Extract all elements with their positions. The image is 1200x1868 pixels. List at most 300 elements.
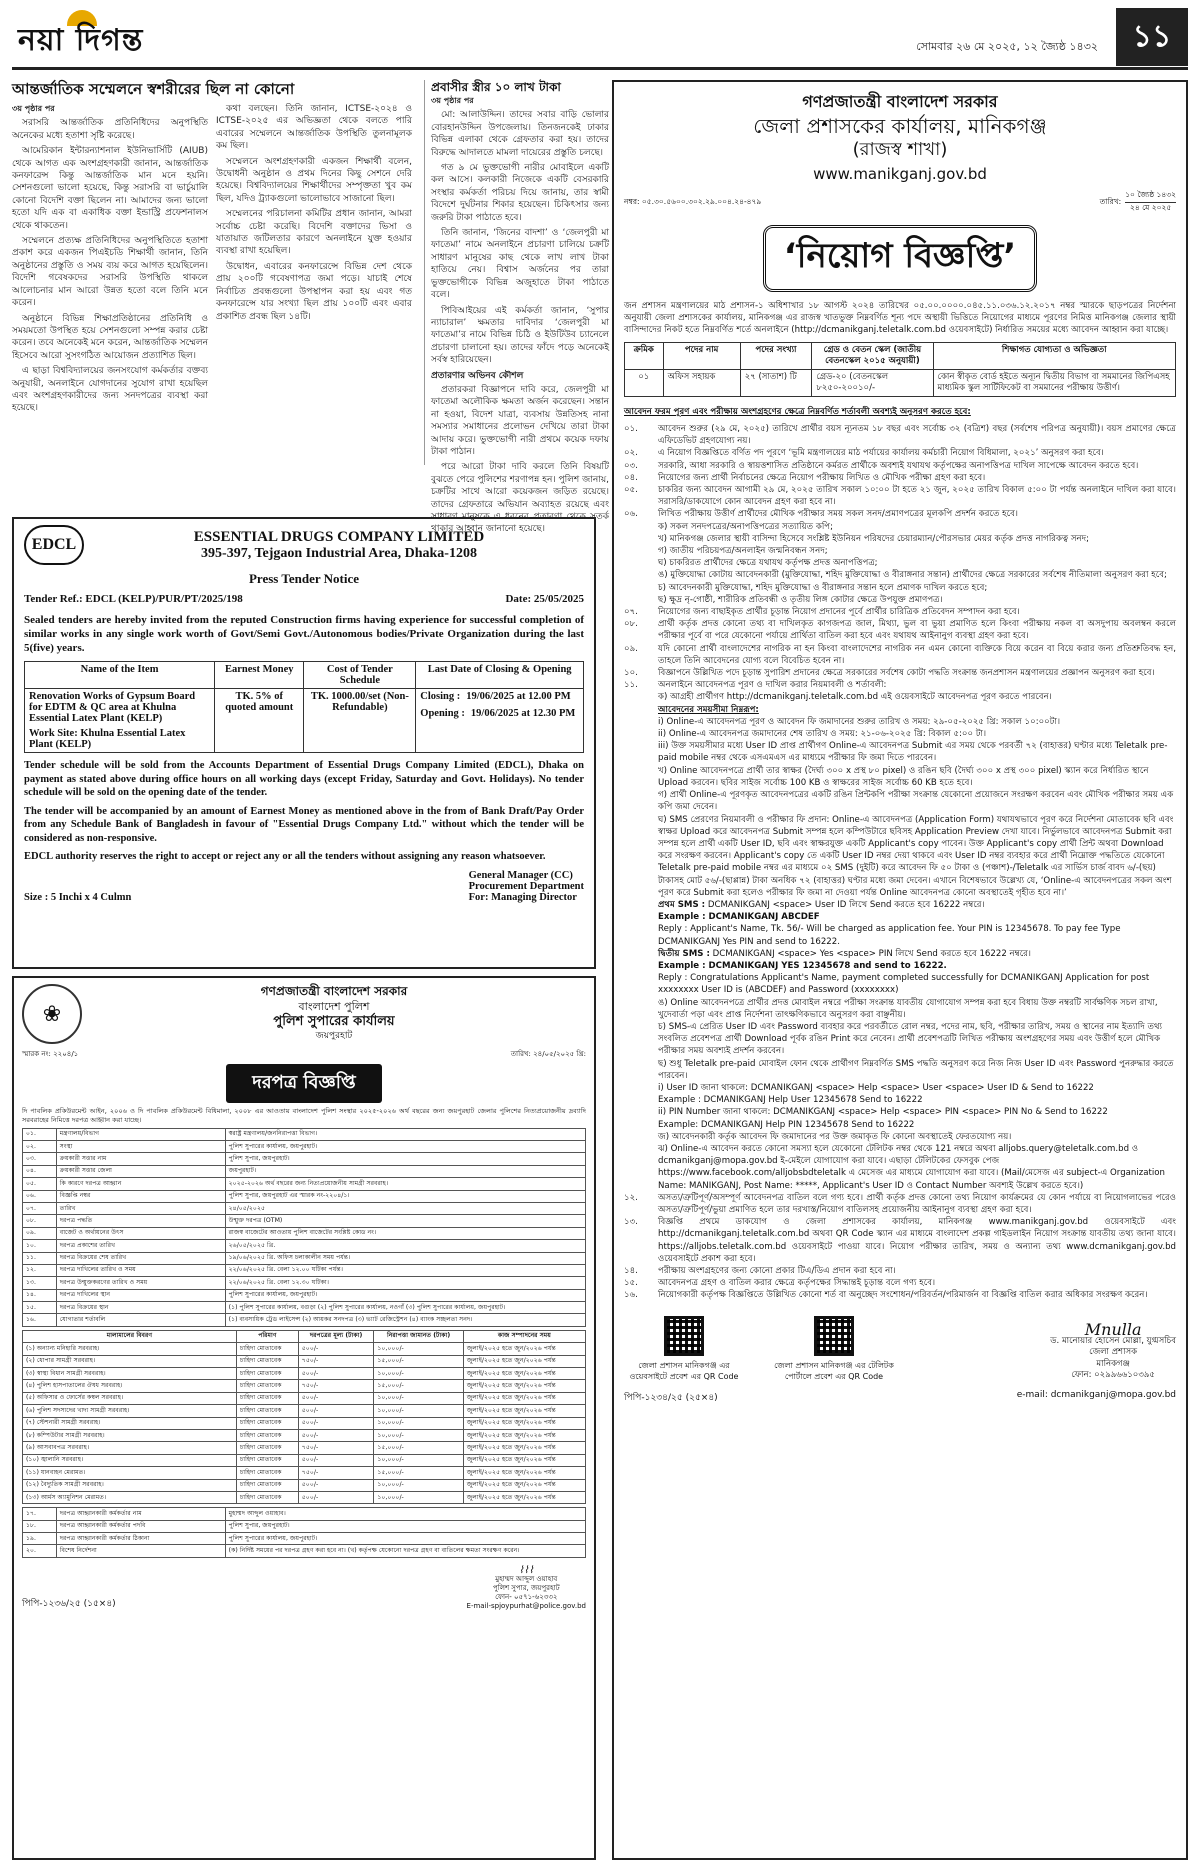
table-row bbox=[23, 1417, 586, 1429]
table-header: Name of the Item bbox=[25, 662, 215, 689]
item-number: ১২. bbox=[624, 1192, 638, 1203]
company-address: 395-397, Tejgaon Industrial Area, Dhaka-1208 bbox=[201, 545, 477, 561]
item-text: অনলাইনে আবেদনপত্র পূরণ ও দাখিল করার নিয়মাবলী ও শর্তাবলী: bbox=[658, 680, 887, 691]
intro-text: Sealed tenders are hereby invited from the reputed Construction firms having experience for successful completion of similar works in any single work worth of Govt/Semi Govt./Autonomous bodies/Private Organization during the last 5(five) years. bbox=[24, 614, 584, 654]
sub-item: জ) আবেদনকারী কর্তৃক আবেদন ফি জমাদানের পর উক্ত জমাকৃত ফি কোনো অবস্থাতেই ফেরতযোগ্য নয়। bbox=[658, 1131, 1012, 1142]
sub-item: গ) প্রার্থী Online-এ পূরণকৃত আবেদনপত্রের একটি রঙিন প্রিন্টকপি পরীক্ষা সংক্রান্ত যেকোনো প্রয়োজনে সংরক্ষণ করবেন এবং মৌখিক পরীক্ষার সময় এক কপি জমা দেবেন। bbox=[658, 790, 1174, 813]
sub-heading: প্রতারণার অভিনব কৌশল bbox=[431, 370, 524, 381]
row-number: ১১. bbox=[23, 1252, 57, 1264]
list-item bbox=[624, 472, 1176, 484]
table-cell: ৫০০/- bbox=[298, 1429, 374, 1441]
table-cell: ১৫,০০০/- bbox=[374, 1442, 463, 1454]
page-number: ১১ bbox=[1116, 8, 1188, 66]
sub-item: ঝ) Online-এ আবেদন করতে কোনো সমস্যা হলে যেকোনো টেলিটক নম্বর থেকে 121 নম্বরে অথবা alljobs.query@teletalk.com.bd ও dcmanikganj@mopa.gov.bd ই-মেইলে যোগাযোগ করা যাবে। এছাড়া টেলিটকের ফেসবুক পেজ https://www.facebook.com/alljobsbdteletalk এ মেসেজ এর মাধ্যমে যোগাযোগ করা যাবে। (Mail/মেসেজ এর subject-এ Organization Name: MANIKGANJ, Post Name: *****, Applicant's User ID ও Contact Number অবশ্যই উল্লেখ করতে হবে।) bbox=[658, 1143, 1165, 1191]
list-item bbox=[624, 1192, 1176, 1216]
date-label: তারিখ: bbox=[1099, 196, 1122, 206]
table-cell: চাহিদা মোতাবেক bbox=[236, 1491, 298, 1503]
table-header: পরিমাণ bbox=[236, 1330, 298, 1342]
article-column-1 bbox=[12, 103, 208, 418]
table-cell: জুলাই/২০২৫ হতে জুন/২০২৬ পর্যন্ত bbox=[463, 1417, 585, 1429]
row-value: ২৪/০৫/২০২৫ bbox=[225, 1202, 585, 1214]
row-label: দরপত্র বিক্রয়ের শেষ তারিখ bbox=[56, 1252, 225, 1264]
row-value: পুলিশ সুপার, জয়পুরহাট। bbox=[225, 1520, 585, 1532]
table-cell: ১৫,০০০/- bbox=[374, 1467, 463, 1479]
row-value: ১৯/০৬/২০২৫ খ্রি. অফিস চলাকালীন সময় পর্যন্ত। bbox=[225, 1252, 585, 1264]
sub-item: ঙ) মুক্তিযোদ্ধা কোটায় আবেদনকারী (মুক্তিযোদ্ধা, শহিদ মুক্তিযোদ্ধা ও বীরাঙ্গনার সন্তান) প্রার্থীদের ক্ষেত্রে সরকারের সর্বশেষ নীতিমালা অনুসরণ করা হবে; bbox=[658, 570, 1167, 581]
list-item bbox=[624, 460, 1176, 472]
row-number: ০৫. bbox=[23, 1178, 57, 1190]
row-label: যোগ্যতার শর্তাবলি bbox=[56, 1314, 225, 1326]
list-item bbox=[624, 484, 1176, 508]
table-header: দরপত্রের মূল্য (টাকা) bbox=[298, 1330, 374, 1342]
closing-date: 19/06/2025 at 12.00 PM bbox=[466, 691, 571, 702]
newspaper-logo[interactable]: নয়া দিগন্ত bbox=[18, 23, 144, 58]
list-item bbox=[624, 606, 1176, 618]
table-cell: জুলাই/২০২৫ হতে জুন/২০২৬ পর্যন্ত bbox=[463, 1429, 585, 1441]
item-text: যদি কোনো প্রার্থী বাংলাদেশের নাগরিক না হন কিংবা বাংলাদেশের নাগরিক নন এমন কোনো ব্যক্তিকে বিয়ে করেন বা বিয়ে করার জন্য প্রতিশ্রুতিবদ্ধ হন, তাহলে তিনি আবেদনের যোগ্য বলে বিবেচিত হবেন না। bbox=[658, 643, 1176, 666]
table-cell: (৮) কম্পিউটার সামগ্রী সরবরাহ। bbox=[23, 1429, 237, 1441]
gov-name: গণপ্রজাতন্ত্রী বাংলাদেশ সরকার bbox=[260, 984, 408, 998]
item-number: ০৪. bbox=[624, 472, 638, 483]
sms-example: Example : DCMANIKGANJ YES 12345678 and send to 16222. bbox=[658, 960, 947, 971]
table-cell: (১২) বৈদ্যুতিক সামগ্রী সরবরাহ। bbox=[23, 1479, 237, 1491]
table-cell: (১) অন্যান্য মনিহারি সরবরাহ। bbox=[23, 1343, 237, 1355]
table-cell: ১০,০০০/- bbox=[374, 1405, 463, 1417]
opening-label: Opening : bbox=[420, 708, 465, 719]
table-header: Last Date of Closing & Opening bbox=[416, 662, 584, 689]
item-text: নিয়োগের জন্য প্রার্থী নির্বাচনের ক্ষেত্রে নিয়োগ পরীক্ষায় লিখিত ও মৌখিক পরীক্ষা গ্রহণ করা হবে। bbox=[658, 472, 986, 483]
table-row bbox=[23, 1405, 586, 1417]
row-label: দরপত্র আহ্বানকারী কর্মকর্তার ঠিকানা bbox=[56, 1533, 225, 1545]
article-column-2 bbox=[216, 103, 412, 418]
row-value: উন্মুক্ত দরপত্র (OTM) bbox=[225, 1215, 585, 1227]
table-header: পদের সংখ্যা bbox=[740, 343, 812, 370]
row-value: ২২/০৬/২০২৫ খ্রি. বেলা ১২.৩০ ঘটিকা। bbox=[225, 1277, 585, 1289]
sub-item: চ) আবেদনকারী মুক্তিযোদ্ধা, শহিদ মুক্তিযোদ্ধা ও বীরাঙ্গনার সন্তান হলে প্রমাণক দাখিল করতে হবে; bbox=[658, 582, 988, 593]
qr-teletalk[interactable] bbox=[774, 1316, 894, 1382]
intro-text: জন প্রশাসন মন্ত্রণালয়ের মাঠ প্রশাসন-১ অধিশাখার ১৮ আগস্ট ২০২৪ তারিখের ০৫.০০.০০০০.০৪৫.১১.০৩৬.১২.২০১৭ নম্বর স্মারকে ছাড়পত্রের নির্দেশনা অনুযায়ী জেলা প্রশাসকের কার্যালয়, মানিকগঞ্জ এর রাজস্ব খাতভুক্ত নিম্নবর্ণিত শূন্য পদে অস্থায়ী ভিত্তিতে নিয়োগের মাধ্যমে পূরণের নিমিত্ত মানিকগঞ্জ জেলার স্থায়ী বাসিন্দাদের নিকট হতে নিম্নবর্ণিত শর্তে অনলাইনে (http://dcmanikganj.teletalk.com.bd ওয়েবসাইটে) নির্ধারিত সময়ের মধ্যে আবেদন আহ্বান করা যাচ্ছে। bbox=[624, 301, 1176, 335]
item-number: ০৯. bbox=[624, 643, 638, 654]
table-cell: ৭৫০/- bbox=[298, 1467, 374, 1479]
table-row bbox=[23, 1454, 586, 1466]
table-header-row bbox=[23, 1330, 586, 1342]
row-number: ০৭. bbox=[23, 1202, 57, 1214]
row-number: ১০. bbox=[23, 1240, 57, 1252]
table-cell: ১০,০০০/- bbox=[374, 1429, 463, 1441]
schedule-cost: TK. 1000.00/set (Non-Refundable) bbox=[304, 689, 416, 753]
item-text: নিয়োগকারী কর্তৃপক্ষ বিজ্ঞপ্তিতে উল্লিখিত কোনো শর্ত বা অনুচ্ছেদ সংশোধন/পরিবর্তন/পরিমার্জন বা বিজ্ঞপ্তি বাতিল করার অধিকার সংরক্ষণ করেন। bbox=[658, 1290, 1148, 1301]
list-item bbox=[624, 423, 1176, 447]
row-value: পুলিশ সুপার, জয়পুরহাট এর স্মারক নং-২২০৪/১। bbox=[225, 1190, 585, 1202]
sub-item: ঘ) SMS প্রেরণের নিয়মাবলী ও পরীক্ষার ফি প্রদান: Online-এ আবেদনপত্র (Application Form) যথাযথভাবে পূরণ করে নির্দেশনা মোতাবেক ছবি এবং স্বাক্ষর Upload করে আবেদনপত্র Submit সম্পন্ন হলে কম্পিউটারে ছবিসহ Application Preview দেখা যাবে। নির্ভুলভাবে আবেদনপত্র Submit করা সম্পন্ন হলে প্রার্থী একটি User ID, ছবি এবং স্বাক্ষরযুক্ত একটি Applicant's copy পাবেন। উক্ত Applicant's copy প্রার্থী প্রিন্ট অথবা Download করে সংরক্ষণ করবেন। Applicant's copy তে একটি User ID নম্বর দেয়া থাকবে এবং User ID নম্বর ব্যবহার করে প্রার্থী নিম্নোক্ত পদ্ধতিতে যেকোনো Teletalk pre-paid mobile নম্বর এর মাধ্যমে ০২ SMS (দুইটি) করে আবেদন ফি ৫০ টাকা ও (পঞ্চাশ)-/Teletalk এর সার্ভিস চার্জ বাবদ ৬/-(ছয়) টাকাসহ মোট ৫৬/-(ছাপ্পান্ন) টাকা অনধিক ৭২ (বাহাত্তর) ঘণ্টার মধ্যে জমা দেবেন। এখানে বিশেষভাবে উল্লেখ্য যে, ‘Online-এ আবেদনপত্রের সকল অংশ পূরণ করে Submit করা হলেও পরীক্ষার ফি জমা না দেওয়া পর্যন্ত Online আবেদনপত্র কোনো অবস্থাতেই গৃহীত হবে না।’ bbox=[658, 814, 1174, 898]
item-number: ০৭. bbox=[624, 607, 638, 618]
sub-item: গ) জাতীয় পরিচয়পত্র/অনলাইন জন্মনিবন্ধন সনদ; bbox=[658, 546, 828, 557]
table-cell: চাহিদা মোতাবেক bbox=[236, 1417, 298, 1429]
notice-title: দরপত্র বিজ্ঞপ্তি bbox=[226, 1064, 381, 1103]
sms-text: DCMANIKGANJ <space> Yes <space> PIN লিখে Send করতে হবে 16222 নম্বরে। bbox=[712, 948, 1031, 959]
table-cell: (১০) জ্বালানি সরবরাহ। bbox=[23, 1454, 237, 1466]
table-row bbox=[23, 1202, 586, 1214]
table-cell: জুলাই/২০২৫ হতে জুন/২০২৬ পর্যন্ত bbox=[463, 1442, 585, 1454]
item-number: ১৫. bbox=[624, 1278, 638, 1289]
closing-label: Closing : bbox=[420, 691, 461, 702]
sms-line bbox=[624, 948, 1176, 960]
table-row bbox=[23, 1277, 586, 1289]
item-text: আবেদনপত্র গ্রহণ ও বাতিল করার ক্ষেত্রে কর্তৃপক্ষের সিদ্ধান্তই চূড়ান্ত বলে গণ্য হবে। bbox=[658, 1278, 936, 1289]
table-row bbox=[23, 1491, 586, 1503]
row-value: মুহাম্মদ আব্দুল ওয়াহাব। bbox=[225, 1508, 585, 1520]
signature: ⌇⌇⌇ bbox=[518, 1564, 534, 1576]
dept-name: বাংলাদেশ পুলিশ bbox=[298, 1000, 370, 1013]
row-label: দরপত্র প্রকাশের তারিখ bbox=[56, 1240, 225, 1252]
work-site: Work Site: Khulna Essential Latex Plant (KELP) bbox=[29, 728, 186, 750]
row-number: ১৭. bbox=[23, 1508, 57, 1520]
paragraph: প্রতারকরা বিজ্ঞাপনে দাবি করে, জেলপুরী মা ফাতেমা অলৌকিক ক্ষমতা অর্জন করেছেন। সন্তান না হওয়া, বিদেশ যাত্রা, ব্যবসায় উন্নতিসহ নানা সমস্যার সমাধানের প্রলোভন দেখিয়ে তারা টাকা আদায় করে। ভুক্তভোগী নারী প্রথমে কয়েক দফায় টাকা পাঠান। bbox=[431, 384, 609, 457]
row-label: দরপত্র দাখিলের স্থান bbox=[56, 1289, 225, 1301]
memo-number: নম্বর: ০৫.৩০.৫৬০০.৩০২.২৯.০০৪.২৪-৪৭৯ bbox=[624, 196, 762, 206]
table-cell: (৫) অফিসার ও ফোর্সের কম্বল সরবরাহ। bbox=[23, 1392, 237, 1404]
gov-name: গণপ্রজাতন্ত্রী বাংলাদেশ সরকার bbox=[802, 92, 998, 111]
signatory-dept: Procurement Department bbox=[468, 880, 584, 892]
table-cell: চাহিদা মোতাবেক bbox=[236, 1405, 298, 1417]
table-cell: অফিস সহায়ক bbox=[663, 370, 740, 397]
notice-title: Press Tender Notice bbox=[248, 571, 359, 586]
table-cell: গ্রেড-২০ (বেতনস্কেল ৮২৫০-২০০১০/- bbox=[812, 370, 933, 397]
paragraph: তিনি জানান, ‘জিনের বাদশা’ ও ‘জেলপুরী মা ফাতেমা’ নামে অনলাইনে প্রচারণা চালিয়ে চক্রটি সাধারণ মানুষের কাছ থেকে লাখ লাখ টাকা হাতিয়ে নেয়। বিশ্বাস অর্জনের পর তারা ভুক্তভোগীকে বিভিন্ন অজুহাতে টাকা পাঠাতে বলে। bbox=[431, 228, 609, 301]
table-cell: ১০,০০০/- bbox=[374, 1417, 463, 1429]
row-number: ১৩. bbox=[23, 1277, 57, 1289]
table-cell: জুলাই/২০২৫ হতে জুন/২০২৬ পর্যন্ত bbox=[463, 1454, 585, 1466]
row-label: সংস্থা bbox=[56, 1140, 225, 1152]
signer-place: মানিকগঞ্জ bbox=[1096, 1358, 1130, 1369]
sms-example: Example : DCMANIKGANJ ABCDEF bbox=[658, 912, 820, 923]
row-value: স্বরাষ্ট্র মন্ত্রণালয়/জননিরাপত্তা বিভাগ। bbox=[225, 1128, 585, 1140]
list-item bbox=[624, 643, 1176, 667]
row-label: বিশেষ নির্দেশনা bbox=[56, 1545, 225, 1557]
table-cell: জুলাই/২০২৫ হতে জুন/২০২৬ পর্যন্ত bbox=[463, 1355, 585, 1367]
qr-code-icon[interactable] bbox=[814, 1316, 854, 1356]
item-text: আবেদন শুরুর (২৯ মে, ২০২৫) তারিখে প্রার্থীর বয়স ন্যূনতম ১৮ বছর এবং সর্বোচ্চ ৩২ (বত্রিশ) বছর (সর্বশেষ পরিপত্র অনুযায়ী)। বয়স প্রমাণের ক্ষেত্রে এফিডেভিট গ্রহণযোগ্য নয়। bbox=[658, 424, 1176, 447]
table-cell: (৭) স্টেশনারী সামগ্রী সরবরাহ। bbox=[23, 1417, 237, 1429]
sub-item: ঙ) Online আবেদনপত্রে প্রার্থীর প্রদত্ত মোবাইল নম্বরে পরীক্ষা সংক্রান্ত যাবতীয় যোগাযোগ সম্পন্ন করা হবে বিধায় উক্ত নম্বরটি সার্বক্ষণিক সচল রাখা, খুদেবার্তা পড়া এবং প্রাপ্ত নির্দেশনা তাৎক্ষণিকভাবে অনুসরণ করা বাঞ্ছনীয়। bbox=[658, 997, 1158, 1020]
signer-phone: ফোন- ০৫৭১-৬২৩৩২ bbox=[495, 1592, 558, 1601]
item-number: ০৩. bbox=[624, 460, 638, 471]
table-row bbox=[23, 1545, 586, 1557]
continuation-label: ৩য় পৃষ্ঠার পর bbox=[12, 104, 55, 113]
row-label: দরপত্র আহ্বানকারী কর্মকর্তার পদবি bbox=[56, 1520, 225, 1532]
post-table bbox=[624, 342, 1176, 397]
tender-info-table bbox=[22, 1128, 586, 1327]
table-cell: জুলাই/২০২৫ হতে জুন/২০২৬ পর্যন্ত bbox=[463, 1380, 585, 1392]
table-cell: জুলাই/২০২৫ হতে জুন/২০২৬ পর্যন্ত bbox=[463, 1467, 585, 1479]
signatory-title: General Manager (CC) bbox=[468, 869, 573, 881]
table-row bbox=[23, 1240, 586, 1252]
item-number: ১৬. bbox=[624, 1290, 638, 1301]
paragraph: এ ছাড়া বিশ্ববিদ্যালয়ের জনসংযোগ কর্মকর্তার বক্তব্য অনুযায়ী, অনলাইনে যোগদানের সুযোগ রাখা হয়েছিল এবং অংশগ্রহণকারীদের জন্য সনদপত্রের ব্যবস্থা করা হয়েছে। bbox=[12, 366, 208, 414]
row-value: পুলিশ সুপারের কার্যালয়, জয়পুরহাট। bbox=[225, 1289, 585, 1301]
row-value: ২৬/০৫/২০২৫ খ্রি. bbox=[225, 1240, 585, 1252]
opening-date: 19/06/2025 at 12.30 PM bbox=[470, 708, 576, 719]
table-cell: (১১) যানবাহন মেরামত। bbox=[23, 1467, 237, 1479]
row-value: পুলিশ সুপারের কার্যালয়, জয়পুরহাট। bbox=[225, 1140, 585, 1152]
conditions-list bbox=[624, 423, 1176, 1302]
row-value: (ক) নির্দিষ্ট সময়ের পর দরপত্র গ্রহণ করা হবে না। (খ) কর্তৃপক্ষ যেকোনো দরপত্র গ্রহণ বা বাতিলের ক্ষমতা সংরক্ষণ করেন। bbox=[225, 1545, 585, 1557]
list-item bbox=[624, 679, 1176, 691]
intro-text: দি পাবলিক প্রকিউরমেন্ট আইন, ২০০৬ ও দি পাবলিক প্রকিউরমেন্ট বিধিমালা, ২০০৮ এর আওতায় বাংলাদেশ পুলিশ সংস্থার ২০২৫-২০২৬ অর্থ বছরের জন্য জয়পুরহাট জেলার পুলিশের নিত্যপ্রয়োজনীয় দ্রব্যাদি সরবরাহের নিমিত্তে দরপত্র আহ্বান করা যাচ্ছে। bbox=[22, 1107, 586, 1124]
item-name: Renovation Works of Gypsum Board for EDTM & QC area at Khulna Essential Latex Plant (KELP) bbox=[29, 691, 196, 724]
table-cell: ৫০০/- bbox=[298, 1392, 374, 1404]
memo-number: স্মারক নং: ২২০৪/১ bbox=[22, 1050, 79, 1058]
row-label: ক্রয়কারী সত্তার নাম bbox=[56, 1153, 225, 1165]
ad-code: পিপি-১২৩৬/২৫ (১৫×৪) bbox=[22, 1598, 116, 1609]
table-cell: ৫০০/- bbox=[298, 1479, 374, 1491]
item-text: পরীক্ষায় অংশগ্রহণের জন্য কোনো প্রকার টিএ/ডিএ প্রদান করা হবে না। bbox=[658, 1266, 896, 1277]
table-cell: ৫০০/- bbox=[298, 1368, 374, 1380]
article-title[interactable]: আন্তর্জাতিক সম্মেলনে স্বশরীরের ছিল না কোনো bbox=[12, 80, 295, 98]
table-row bbox=[23, 1289, 586, 1301]
edcl-tender-notice bbox=[12, 517, 596, 969]
table-cell: ১০,০০০/- bbox=[374, 1454, 463, 1466]
item-text: প্রার্থী কর্তৃক প্রদত্ত কোনো তথ্য বা দাখিলকৃত কাগজপত্র জাল, মিথ্যা, ভুল বা ভুয়া প্রমাণিত হলে কিংবা পরীক্ষায় নকল বা অসদুপায় অবলম্বন করলে পরীক্ষার পূর্বে বা পরে যেকোনো পর্যায়ে প্রার্থিতা বাতিল করা হবে এবং যথাযথ আইনানুগ ব্যবস্থা গ্রহণ করা হবে। bbox=[658, 619, 1176, 642]
notice-title: ‘নিয়োগ বিজ্ঞপ্তি’ bbox=[763, 225, 1037, 292]
items-table bbox=[22, 1330, 586, 1504]
paragraph: সম্মেলনের পরিচালনা কমিটির প্রধান জানান, আমরা সর্বোচ্চ চেষ্টা করেছি। বিদেশি বক্তাদের ভিসা ও যাতায়াত জটিলতার কারণে অনলাইনে যুক্ত হওয়ার ব্যবস্থা রাখা হয়েছিল। bbox=[216, 209, 412, 257]
table-cell: (১৩) আর্মস অ্যামুনিশন মেরামত। bbox=[23, 1491, 237, 1503]
earnest-money: TK. 5% of quoted amount bbox=[215, 689, 304, 753]
table-cell: চাহিদা মোতাবেক bbox=[236, 1442, 298, 1454]
conditions-heading: আবেদন ফরম পূরণ এবং পরীক্ষায় অংশগ্রহণের ক্ষেত্রে নিম্নবর্ণিত শর্তাবলী অবশ্যই অনুসরণ করতে হবে: bbox=[624, 407, 971, 417]
sms-reply: Reply : Congratulations Applicant's Name, payment completed successfully for DCMANIKGANJ Application for post xxxxxxxx User ID is (ABCDEF) and Password (xxxxxxxx) bbox=[658, 973, 1150, 996]
table-header: কাজ সম্পাদনের সময় bbox=[463, 1330, 585, 1342]
row-number: ০৮. bbox=[23, 1215, 57, 1227]
recruitment-notice bbox=[612, 80, 1188, 1860]
table-row bbox=[23, 1215, 586, 1227]
table-cell: চাহিদা মোতাবেক bbox=[236, 1355, 298, 1367]
issue-date: সোমবার ২৬ মে ২০২৫, ১২ জ্যৈষ্ঠ ১৪৩২ bbox=[916, 40, 1098, 53]
sub-item: চ) SMS-এ প্রেরিত User ID এবং Password ব্যবহার করে পরবর্তীতে রোল নম্বর, পদের নাম, ছবি, পরীক্ষার তারিখ, সময় ও স্থানের নাম ইত্যাদি তথ্য সংবলিত প্রবেশপত্র প্রার্থী Download পূর্বক রঙিন Print করে নেবেন। প্রার্থী প্রবেশপত্রটি লিখিত পরীক্ষায় অংশগ্রহণের সময় এবং উত্তীর্ণ হলে মৌখিক পরীক্ষার সময় অবশ্যই প্রদর্শন করবেন। bbox=[658, 1021, 1163, 1057]
tender-para-2: The tender will be accompanied by an amount of Earnest Money as mentioned above in the from of Bank Draft/Pay Order from any Schedule Bank of Bangladesh in favour of "Essential Drugs Company Ltd." without which the tender will be considered as non-responsive. bbox=[24, 805, 584, 844]
row-value: (১) পুলিশ সুপারের কার্যালয়, বগুড়া (২) পুলিশ সুপারের কার্যালয়, নওগাঁ (৩) পুলিশ সুপারের কার্যালয়, জয়পুরহাট। bbox=[225, 1302, 585, 1314]
table-cell: ৫০০/- bbox=[298, 1405, 374, 1417]
table-cell: চাহিদা মোতাবেক bbox=[236, 1429, 298, 1441]
sms-text: DCMANIKGANJ <space> User ID লিখে Send করতে হবে 16222 নম্বরে। bbox=[707, 899, 985, 910]
item-text: অসত্য/ত্রুটিপূর্ণ/অসম্পূর্ণ আবেদনপত্র বাতিল বলে গণ্য হবে। প্রার্থী কর্তৃক প্রদত্ত কোনো তথ্য নিয়োগ কার্যক্রমের যে কোন পর্যায়ে বা নিয়োগলাভের পরেও অসত্য/ত্রুটিপূর্ণ/ভুয়া প্রমাণিত হলে তার দরখাস্ত/নিয়োগ বাতিলসহ প্রয়োজনীয় আইনানুগ ব্যবস্থা গ্রহণ করা হবে। bbox=[658, 1192, 1176, 1215]
table-cell: ১০,০০০/- bbox=[374, 1368, 463, 1380]
row-number: ০৪. bbox=[23, 1165, 57, 1177]
sub-item: i) User ID জানা থাকলে: DCMANIKGANJ <space> Help <space> User <space> User ID & Send to 16222 bbox=[658, 1082, 1094, 1093]
website-link[interactable]: www.manikganj.gov.bd bbox=[813, 165, 987, 183]
row-value: জয়পুরহাট। bbox=[225, 1165, 585, 1177]
item-number: ১৪. bbox=[624, 1266, 638, 1277]
item-number: ১০. bbox=[624, 668, 638, 679]
row-number: ১৬. bbox=[23, 1314, 57, 1326]
contact-email[interactable]: e-mail: dcmanikganj@mopa.gov.bd bbox=[1016, 1389, 1176, 1400]
row-number: ০২. bbox=[23, 1140, 57, 1152]
table-cell: (৪) পুলিশ হাসপাতালের ঔষধ সরবরাহ। bbox=[23, 1380, 237, 1392]
table-row bbox=[23, 1467, 586, 1479]
row-value: রাজস্ব বাজেটের আওতায় পুলিশ বাজেটের সংশ্লিষ্ট কোড নং। bbox=[225, 1227, 585, 1239]
item-text: লিখিত পরীক্ষায় উত্তীর্ণ প্রার্থীদের মৌখিক পরীক্ষার সময় সকল সনদ/প্রমাণপত্রের মূলকপি প্রদর্শন করতে হবে। bbox=[658, 509, 1018, 520]
table-row bbox=[23, 1165, 586, 1177]
table-row bbox=[23, 1508, 586, 1520]
signer-email[interactable]: E-mail-spjoypurhat@police.gov.bd bbox=[466, 1601, 586, 1610]
row-value: (১) ব্যবসায়িক ট্রেড লাইসেন্স (২) আয়কর সনদপত্র (৩) ভ্যাট রেজিস্ট্রেশন (৪) ব্যাংক সচ্ছলতা সনদ। bbox=[225, 1314, 585, 1326]
item-text: এ নিয়োগ বিজ্ঞপ্তিতে বর্ণিত পদ পূরণে ‘ভূমি মন্ত্রণালয়ের মাঠ পর্যায়ের কার্যালয় কর্মচারী নিয়োগ বিধিমালা, ২০২১’ অনুসরণ করা হবে। bbox=[658, 448, 1104, 459]
table-cell: জুলাই/২০২৫ হতে জুন/২০২৬ পর্যন্ত bbox=[463, 1491, 585, 1503]
paragraph: কথা বলছেন। তিনি জানান, ICTSE-২০২৪ ও ICTSE-২০২৫ এর অভিজ্ঞতা থেকে বলতে পারি এবারের সম্মেলনে আন্তর্জাতিক উপস্থিতি তুলনামূলক কম ছিল। bbox=[216, 104, 412, 152]
signature: Mnulla bbox=[1084, 1320, 1142, 1340]
date-gregorian: ২৪ মে ২০২৫ bbox=[1129, 203, 1172, 212]
table-row bbox=[23, 1368, 586, 1380]
qr-code-icon[interactable] bbox=[664, 1316, 704, 1356]
table-cell: ১০,০০০/- bbox=[374, 1491, 463, 1503]
row-label: দরপত্র পদ্ধতি bbox=[56, 1215, 225, 1227]
table-header: শিক্ষাগত যোগ্যতা ও অভিজ্ঞতা bbox=[933, 343, 1175, 370]
signer-name: মুহাম্মদ আব্দুল ওয়াহাব bbox=[495, 1574, 558, 1583]
signatory-for: For: Managing Director bbox=[468, 891, 577, 903]
table-row bbox=[23, 1302, 586, 1314]
sub-item: iii) উক্ত সময়সীমার মধ্যে User ID প্রাপ্ত প্রার্থীগণ Online-এ আবেদনপত্র Submit এর সময় থেকে পরবর্তী ৭২ (বাহাত্তর) ঘণ্টার মধ্যে Teletalk pre-paid mobile নম্বর থেকে এসএমএস এর মাধ্যমে পরীক্ষার ফি জমা দিতে পারবেন। bbox=[658, 741, 1168, 764]
row-label: ক্রয়কারী সত্তার জেলা bbox=[56, 1165, 225, 1177]
qr-caption: জেলা প্রশাসন মানিকগঞ্জ এর ওয়েবসাইটে প্রবেশ এর QR Code bbox=[629, 1360, 739, 1381]
sub-item: Example : DCMANIKGANJ Help User 12345678 Send to 16222 bbox=[658, 1095, 923, 1106]
row-label: তারিখ bbox=[56, 1202, 225, 1214]
table-header: মালামালের বিবরণ bbox=[23, 1330, 237, 1342]
table-cell: (৯) আসবাবপত্র সরবরাহ। bbox=[23, 1442, 237, 1454]
item-text: বিজ্ঞপ্তি প্রথমে ডাকযোগ ও জেলা প্রশাসকের কার্যালয়, মানিকগঞ্জ www.manikganj.gov.bd ওয়েবসাইটে এবং http://dcmanikganj.teletalk.com.bd অথবা QR Code স্ক্যান এর মাধ্যমে বাংলাদেশ প্রকল্প গাইডলাইন নিয়োগ সংক্রান্ত যাবতীয় তথ্য জানা যাবে। https://alljobs.teletalk.com.bd ওয়েবসাইটে পাওয়া যাবে। নিয়োগ পরীক্ষার তারিখ, সময় ও অন্যান্য তথ্য www.dcmanikganj.gov.bd ওয়েবসাইটে প্রকাশ করা হবে। bbox=[658, 1217, 1176, 1264]
sub-item: খ) মানিকগঞ্জ জেলার স্থায়ী বাসিন্দা হিসেবে সংশ্লিষ্ট ইউনিয়ন পরিষদের চেয়ারম্যান/পৌরসভার মেয়র কর্তৃক প্রদত্ত নাগরিকত্ব সনদ; bbox=[658, 533, 1090, 544]
table-cell: ১৫,০০০/- bbox=[374, 1355, 463, 1367]
sub-item: ঘ) চাকরিরত প্রার্থীদের ক্ষেত্রে যথাযথ কর্তৃপক্ষ প্রদত্ত অনাপত্তিপত্র; bbox=[658, 558, 878, 569]
table-header: Cost of Tender Schedule bbox=[304, 662, 416, 689]
row-number: ২০. bbox=[23, 1545, 57, 1557]
paragraph: মো: আলাউদ্দিন। তাদের সবার বাড়ি ভোলার বোরহানউদ্দিন উপজেলায়। তিনজনকেই ঢাকার বিভিন্ন এলাকা থেকে গ্রেফতার করা হয়। তাদের বিরুদ্ধে আদালতে মামলা দায়েরের প্রস্তুতি চলছে। bbox=[431, 110, 609, 158]
item-number: ০৮. bbox=[624, 619, 638, 630]
sub-item: ছ) শুধু Teletalk pre-paid মোবাইল ফোন থেকে প্রার্থীগণ নিম্নবর্ণিত SMS পদ্ধতি অনুসরণ করে নিজ নিজ User ID এবং Password পুনরুদ্ধার করতে পারবেন। bbox=[658, 1058, 1174, 1081]
table-cell: (৬) পুলিশ সদস্যদের খাদ্য সামগ্রী সরবরাহ। bbox=[23, 1405, 237, 1417]
table-row bbox=[23, 1153, 586, 1165]
table-row bbox=[23, 1355, 586, 1367]
row-label: কি কারণে দরপত্র আহ্বান bbox=[56, 1178, 225, 1190]
list-item bbox=[624, 667, 1176, 679]
table-cell: চাহিদা মোতাবেক bbox=[236, 1380, 298, 1392]
tender-para-3: EDCL authority reserves the right to accept or reject any or all the tenders without assigning any reason whatsoever. bbox=[24, 851, 546, 862]
list-item bbox=[624, 1265, 1176, 1277]
row-label: দরপত্র বিক্রয়ের স্থান bbox=[56, 1302, 225, 1314]
paragraph: আমেরিকান ইন্টারন্যাশনাল ইউনিভার্সিটি (AIUB) থেকে আগত এক অংশগ্রহণকারী জানান, আন্তর্জাতিক কনফারেন্স কিন্তু আন্তর্জাতিক মান মনে হয়নি। সেশনগুলো ভালো হয়েছে, কিন্তু সরাসরি বা ভার্চুয়ালি কোনো বিদেশি বক্তা ছিলেন না। আমাদের জন্য ভালো হতো যদি এক বা একাধিক বক্তা ইন্ডাস্ট্রি প্রফেশনালস থেকে থাকতেন। bbox=[12, 146, 208, 231]
row-number: ১২. bbox=[23, 1264, 57, 1276]
date-bengali: ১০ জ্যৈষ্ঠ ১৪৩২ bbox=[1125, 190, 1176, 203]
table-cell: ২৭ (সাতাশ) টি bbox=[740, 370, 812, 397]
row-value: ২০২৫-২০২৬ অর্থ বছরের জন্য নিত্যপ্রয়োজনীয় সামগ্রী সরবরাহ। bbox=[225, 1178, 585, 1190]
item-number: ১১. bbox=[624, 680, 638, 691]
list-item bbox=[624, 508, 1176, 520]
table-header: পদের নাম bbox=[663, 343, 740, 370]
table-cell: ১০,০০০/- bbox=[374, 1479, 463, 1491]
table-row bbox=[23, 1264, 586, 1276]
item-number: ১৩. bbox=[624, 1217, 638, 1228]
sub-item: ছ) ক্ষুদ্র নৃ-গোষ্ঠী, শারীরিক প্রতিবন্ধী ও তৃতীয় লিঙ্গ কোটার ক্ষেত্রে উপযুক্ত প্রমাণপত্র। bbox=[658, 594, 943, 605]
row-number: ০৬. bbox=[23, 1190, 57, 1202]
sub-item: ii) PIN Number জানা থাকলে: DCMANIKGANJ <space> Help <space> PIN <space> PIN No & Send to 16222 bbox=[658, 1107, 1108, 1118]
table-cell: চাহিদা মোতাবেক bbox=[236, 1368, 298, 1380]
tender-ref: Tender Ref.: EDCL (KELP)/PUR/PT/2025/198 bbox=[24, 593, 243, 605]
table-cell: ৫০০/- bbox=[298, 1343, 374, 1355]
table-cell: ০১ bbox=[625, 370, 664, 397]
list-item bbox=[624, 447, 1176, 459]
paragraph: উদ্বোধন, এবারের কনফারেন্সে বিভিন্ন দেশ থেকে প্রায় ২০০টি গবেষণাপত্র জমা পড়ে। যাচাই শেষে নির্বাচিত প্রবন্ধগুলো উপস্থাপন করা হয় এবং গত কনফারেন্সে যার সংখ্যা ছিল প্রায় ১০০টি এবং এবার প্রকাশিত প্রবন্ধ ছিল ১৪টি। bbox=[216, 261, 412, 322]
table-cell: জুলাই/২০২৫ হতে জুন/২০২৬ পর্যন্ত bbox=[463, 1368, 585, 1380]
table-cell: ৫০০/- bbox=[298, 1454, 374, 1466]
article-title[interactable]: প্রবাসীর স্ত্রীর ১০ লাখ টাকা bbox=[431, 80, 561, 94]
sms-label: দ্বিতীয় SMS : bbox=[658, 948, 710, 959]
paragraph: পিবিআইয়ের এই কর্মকর্তা জানান, ‘সুপার ন্যাচারাল’ ক্ষমতার দাবিদার ‘জেলপুরী মা ফাতেমা’র নামে বিভিন্ন চিঠি ও ইউটিউব চ্যানেলে প্রচারণা চালানো হয়। তাদের ফাঁদে পড়ে অনেকেই সর্বস্ব হারিয়েছেন। bbox=[431, 305, 609, 366]
item-text: নিয়োগের জন্য বাছাইকৃত প্রার্থীর চূড়ান্ত নিয়োগ প্রদানের পূর্বে প্রার্থীর চারিত্রিক প্রতিবেদন সম্পাদন করা হবে। bbox=[658, 607, 1020, 618]
row-value: ২২/০৬/২০২৫ খ্রি. বেলা ১২.০০ ঘটিকা পর্যন্ত। bbox=[225, 1264, 585, 1276]
table-cell: চাহিদা মোতাবেক bbox=[236, 1454, 298, 1466]
table-row bbox=[23, 1252, 586, 1264]
table-cell: ১৫,০০০/- bbox=[374, 1380, 463, 1392]
signer-title: পুলিশ সুপার, জয়পুরহাট bbox=[492, 1583, 560, 1592]
office-name: জেলা প্রশাসকের কার্যালয়, মানিকগঞ্জ bbox=[753, 114, 1047, 138]
news-article-conference bbox=[12, 80, 412, 465]
table-row bbox=[23, 1190, 586, 1202]
sub-item: Example: DCMANIKGANJ Help PIN 12345678 Send to 16222 bbox=[658, 1119, 915, 1130]
row-value: পুলিশ সুপারের কার্যালয়, জয়পুরহাট। bbox=[225, 1533, 585, 1545]
paragraph: সরাসরি আন্তর্জাতিক প্রতিনিধিদের অনুপস্থিতি অনেকের মধ্যে হতাশা সৃষ্টি করেছে। bbox=[12, 118, 208, 141]
item-number: ০৫. bbox=[624, 485, 638, 496]
paragraph: গত ৯ মে ভুক্তভোগী নারীর মোবাইলে একটি কল আসে। কলকারী নিজেকে একটি বেসরকারি সংস্থার কর্মকর্তা পরিচয় দিয়ে জানায়, তার স্বামী বিদেশে দুর্ঘটনার শিকার হয়েছেন। চিকিৎসার জন্য জরুরি টাকা পাঠাতে হবে। bbox=[431, 163, 609, 223]
table-row bbox=[23, 1343, 586, 1355]
paragraph: পরে আরো টাকা দাবি করলে তিনি বিষয়টি বুঝতে পেরে পুলিশের শরণাপন্ন হন। পুলিশ জানায়, চক্রটির সাথে আরো কয়েকজন জড়িত রয়েছে। তাদের গ্রেফতারে অভিযান অব্যাহত রয়েছে এবং সাধারণ মানুষকে এ ধরনের প্রতারণা থেকে সতর্ক থাকার আহ্বান জানানো হয়েছে। bbox=[431, 462, 609, 535]
officer-table bbox=[22, 1507, 586, 1558]
item-text: সরকারি, আধা সরকারি ও স্বায়ত্তশাসিত প্রতিষ্ঠানে কর্মরত প্রার্থীকে অবশ্যই যথাযথ কর্তৃপক্ষের অনাপত্তিপত্র দাখিল সাপেক্ষে আবেদন করতে হবে। bbox=[658, 460, 1139, 471]
table-cell: জুলাই/২০২৫ হতে জুন/২০২৬ পর্যন্ত bbox=[463, 1479, 585, 1491]
section-name: (রাজস্ব শাখা) bbox=[852, 139, 948, 160]
news-article-expat-wife bbox=[424, 80, 609, 535]
item-number: ০২. bbox=[624, 448, 638, 459]
table-cell: জুলাই/২০২৫ হতে জুন/২০২৬ পর্যন্ত bbox=[463, 1392, 585, 1404]
row-label: বাজেট ও অর্থায়নের উৎস bbox=[56, 1227, 225, 1239]
list-item bbox=[624, 1289, 1176, 1301]
article-body bbox=[431, 95, 609, 536]
row-label: দরপত্র উন্মুক্তকরণের তারিখ ও সময় bbox=[56, 1277, 225, 1289]
sms-label: প্রথম SMS : bbox=[658, 899, 706, 910]
table-cell: ৫০০/- bbox=[298, 1417, 374, 1429]
list-item bbox=[624, 1277, 1176, 1289]
tender-date: Date: 25/05/2025 bbox=[505, 593, 584, 605]
table-row bbox=[23, 1128, 586, 1140]
qr-website[interactable] bbox=[624, 1316, 744, 1382]
table-cell: জুলাই/২০২৫ হতে জুন/২০২৬ পর্যন্ত bbox=[463, 1405, 585, 1417]
masthead bbox=[12, 8, 1188, 70]
table-row bbox=[23, 1140, 586, 1152]
sub-item: ক) সকল সনদপত্রের/অনাপত্তিপত্রের সত্যায়িত কপি; bbox=[658, 521, 834, 532]
table-cell: ৫০০/- bbox=[298, 1491, 374, 1503]
row-number: ০৯. bbox=[23, 1227, 57, 1239]
table-row bbox=[23, 1380, 586, 1392]
row-label: মন্ত্রণালয়/বিভাগ bbox=[56, 1128, 225, 1140]
row-number: ০৩. bbox=[23, 1153, 57, 1165]
table-row bbox=[23, 1429, 586, 1441]
police-tender-notice bbox=[12, 976, 596, 1860]
tender-table bbox=[24, 661, 584, 753]
table-row bbox=[23, 1479, 586, 1491]
table-cell: চাহিদা মোতাবেক bbox=[236, 1392, 298, 1404]
row-number: ১৯. bbox=[23, 1533, 57, 1545]
table-cell: (২) ধোপার সামগ্রী সরবরাহ। bbox=[23, 1355, 237, 1367]
continuation-label: ৩য় পৃষ্ঠার পর bbox=[431, 96, 474, 105]
